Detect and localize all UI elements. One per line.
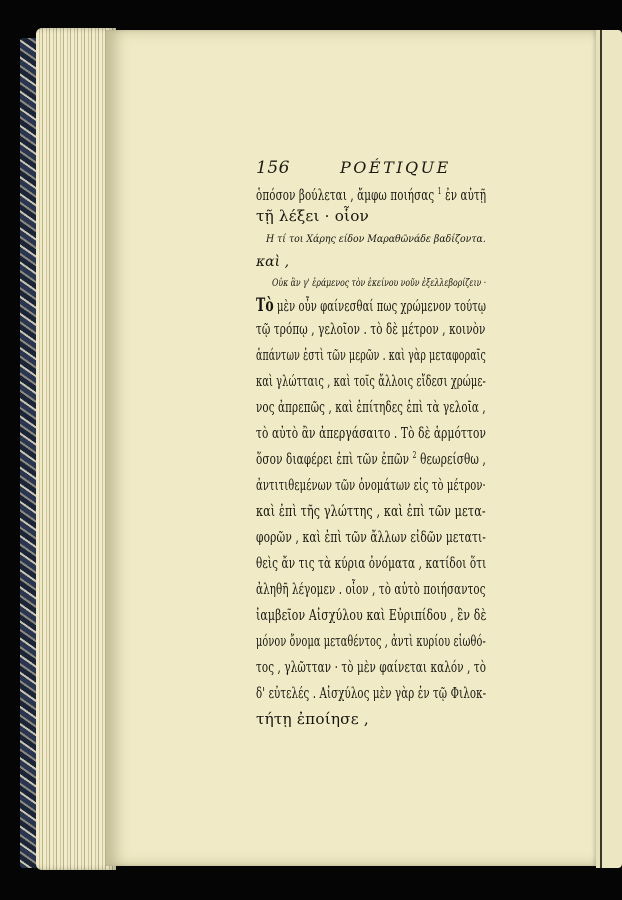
footnote-marker: 2 [412, 450, 417, 461]
quotation-line: Η τί τοι Χάρης είδον Μαραθῶνάδε βαδίζοντα. [266, 233, 486, 245]
text-line: τὸ αὐτὸ ἂν ἀπεργάσαιτο . Τὸ δὲ ἁρμόττον [256, 424, 487, 442]
text-line: τήτῃ ἐποίησε , [256, 710, 369, 728]
quotation-line: Οὐκ ἂν γ' ἐράμενος τὸν ἐκείνου νοῦν ἐξελλεβορίζειν · [272, 277, 487, 289]
text-line: ἁπάντων ἐστὶ τῶν μερῶν . καὶ γὰρ μεταφοραῖς [256, 346, 486, 364]
text-line: ὁπόσον βούλεται , ἄμφω ποιήσας $^1$ ἐν αὐτῇ [256, 186, 487, 204]
running-title: POÉTIQUE [340, 158, 451, 177]
text-line: φορῶν , καὶ ἐπὶ τῶν ἄλλων εἰδῶν μετατι- [256, 528, 487, 546]
text-line: τῷ τρόπῳ , γελοῖον . τὸ δὲ μέτρον , κοινὸν [256, 320, 486, 338]
text-line: ὅσον διαφέρει ἐπὶ τῶν ἐπῶν $^2$ θεωρείσθω , [256, 450, 486, 468]
text-line: καὶ ἐπὶ τῆς γλώττης , καὶ ἐπὶ τῶν μετα- [256, 502, 486, 520]
footnote-marker: 1 [437, 186, 442, 197]
book-page [106, 30, 596, 866]
text-line: νος ἀπρεπῶς , καὶ ἐπίτηδες ἐπὶ τὰ γελοῖα , [256, 398, 486, 416]
page-header [256, 158, 476, 182]
page-number: 156 [256, 158, 290, 178]
text-line: θεὶς ἄν τις τὰ κύρια ὀνόματα , κατίδοι ὅτι [256, 554, 487, 572]
conjunction-line: καὶ , [256, 254, 290, 270]
text-line: μόνον ὄνομα μεταθέντος , ἀντὶ κυρίου εἰωθό- [256, 632, 486, 650]
text-line: Τὸ μὲν οὖν φαίνεσθαί πως χρώμενον τούτῳ [256, 294, 487, 316]
text-line: καὶ γλώτταις , καὶ τοῖς ἄλλοις εἴδεσι χρώμε- [256, 372, 486, 390]
text-line: ἀντιτιθεμένων τῶν ὀνομάτων εἰς τὸ μέτρον· [256, 476, 486, 494]
text-line: τῇ λέξει · οἷον [256, 207, 369, 225]
initial-word: Τὸ [256, 294, 274, 316]
page-edges [36, 28, 116, 870]
text-line: ἀληθῆ λέγομεν . οἷον , τὸ αὐτὸ ποιήσαντος [256, 580, 486, 598]
text-line: ἰαμβεῖον Αἰσχύλου καὶ Εὐριπίδου , ἓν δὲ [256, 606, 487, 624]
text-line: δ' εὐτελές . Αἰσχύλος μὲν γὰρ ἐν τῷ Φιλοκ- [256, 684, 487, 702]
facing-page-edge [596, 30, 622, 868]
text-line: τος , γλῶτταν · τὸ μὲν φαίνεται καλόν , τὸ [256, 658, 487, 676]
